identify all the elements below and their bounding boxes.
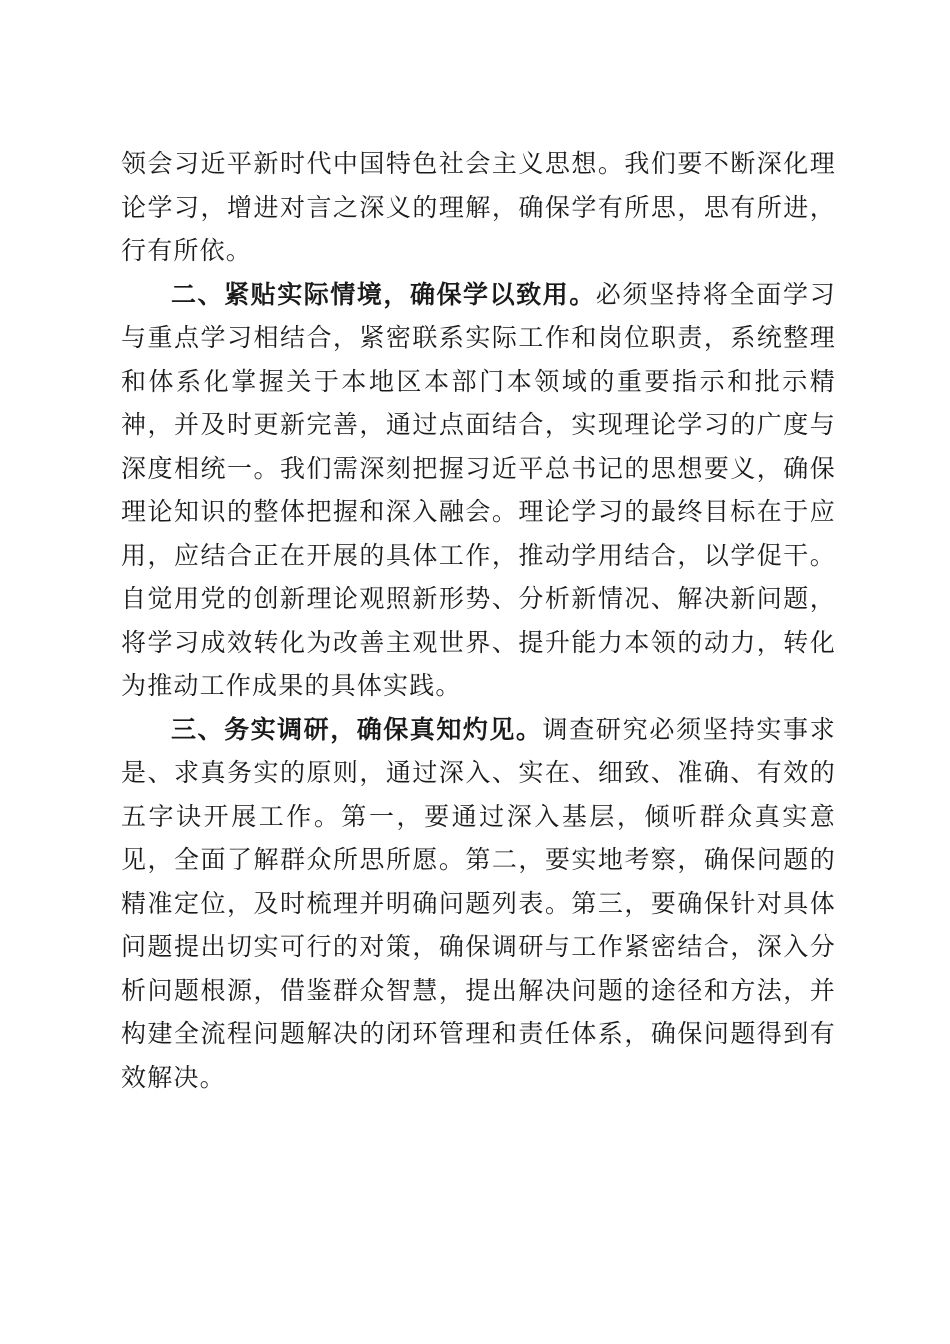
paragraph-section-three [121, 708, 836, 1100]
paragraph-section-two [121, 273, 836, 708]
document-body [121, 142, 836, 1099]
section-two-heading: 二、紧贴实际情境，确保学以致用。 [171, 279, 596, 309]
section-three-heading: 三、务实调研，确保真知灼见。 [171, 714, 543, 744]
section-three-text: 调查研究必须坚持实事求是、求真务实的原则，通过深入、实在、细致、准确、有效的五字诀开展工作。第一，要通过深入基层，倾听群众真实意见，全面了解群众所思所愿。第二，要实地考察，确保问题的精准定位，及时梳理并明确问题列表。第三，要确保针对具体问题提出切实可行的对策，确保调研与工作紧密结合，深入分析问题根源，借鉴群众智慧，提出解决问题的途径和方法，并构建全流程问题解决的闭环管理和责任体系，确保问题得到有效解决。 [121, 714, 836, 1092]
section-two-text: 必须坚持将全面学习与重点学习相结合，紧密联系实际工作和岗位职责，系统整理和体系化掌握关于本地区本部门本领域的重要指示和批示精神，并及时更新完善，通过点面结合，实现理论学习的广度与深度相统一。我们需深刻把握习近平总书记的思想要义，确保理论知识的整体把握和深入融会。理论学习的最终目标在于应用，应结合正在开展的具体工作，推动学用结合，以学促干。自觉用党的创新理论观照新形势、分析新情况、解决新问题，将学习成效转化为改善主观世界、提升能力本领的动力，转化为推动工作成果的具体实践。 [121, 279, 836, 700]
paragraph-text: 领会习近平新时代中国特色社会主义思想。我们要不断深化理论学习，增进对言之深义的理解，确保学有所思，思有所进，行有所依。 [121, 149, 836, 265]
paragraph-continuation [121, 142, 836, 273]
